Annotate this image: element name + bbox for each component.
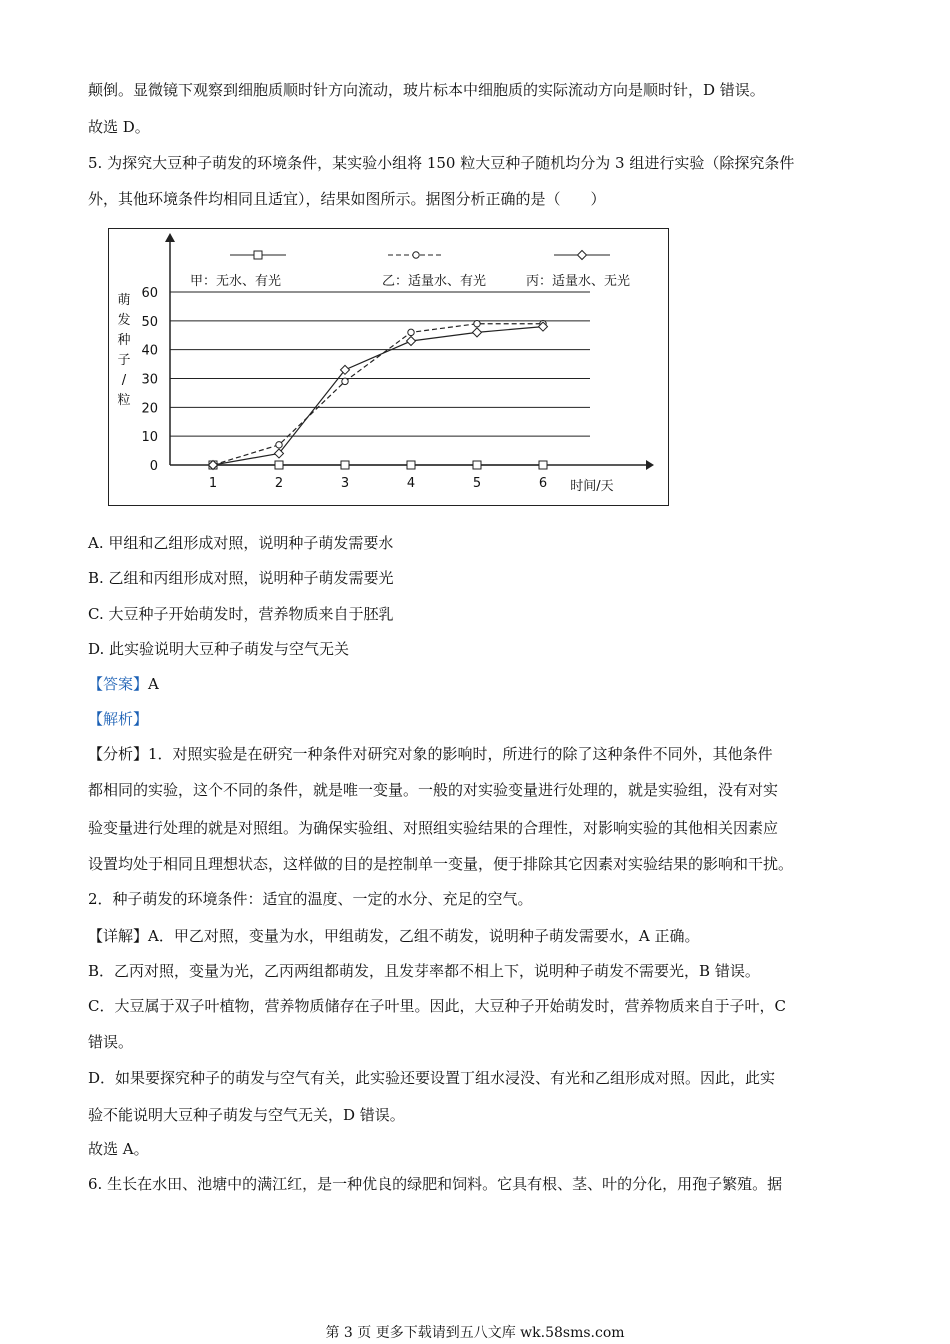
y-tick-label-10: 10 [141, 430, 158, 446]
legend-label-2: 丙：适量水、无光 [526, 274, 631, 289]
y-axis-label-char-3: 子 [117, 353, 131, 368]
chart-frame [109, 229, 669, 506]
legend-label-1: 乙：适量水、有光 [382, 274, 487, 289]
detail-line-2: B．乙丙对照，变量为光，乙丙两组都萌发，且发芽率都不相上下，说明种子萌发不需要光，B 错误。 [88, 962, 760, 980]
answer-value: A [148, 675, 159, 693]
detail-text-1: A．甲乙对照，变量为水，甲组萌发，乙组不萌发，说明种子萌发需要水，A 正确。 [148, 927, 700, 945]
fenxi-text-1: 1．对照实验是在研究一种条件对研究对象的影响时，所进行的除了这种条件不同外，其他条件 [148, 745, 773, 763]
series-1-point-3 [408, 329, 414, 335]
detail-line-3: C．大豆属于双子叶植物，营养物质储存在子叶里。因此，大豆种子开始萌发时，营养物质来自于子叶，C [88, 997, 786, 1015]
y-tick-label-0: 0 [149, 459, 158, 474]
fenxi-line-5: 2．种子萌发的环境条件：适宜的温度、一定的水分、充足的空气。 [88, 890, 533, 908]
series-0-point-5 [539, 461, 547, 469]
series-0-point-4 [473, 461, 481, 469]
option-a: A. 甲组和乙组形成对照，说明种子萌发需要水 [88, 534, 394, 552]
y-tick-label-40: 40 [141, 343, 158, 359]
y-axis-label-char-5: 粒 [117, 393, 131, 408]
question-stem-line-1: 5. 为探究大豆种子萌发的环境条件，某实验小组将 150 粒大豆种子随机均分为 3 组进行实验（除探究条件 [88, 154, 795, 172]
detail-tag: 【详解】 [88, 927, 149, 945]
intro-line-1: 颠倒。显微镜下观察到细胞质顺时针方向流动，玻片标本中细胞质的实际流动方向是顺时针，D 错误。 [88, 81, 765, 99]
fenxi-line-2: 都相同的实验，这个不同的条件，就是唯一变量。一般的对实验变量进行处理的，就是实验组，没有对实 [88, 781, 779, 799]
y-axis-label-char-4: / [121, 373, 127, 388]
x-tick-label-2: 2 [274, 476, 284, 491]
series-0-point-2 [341, 461, 349, 469]
series-1-point-4 [474, 321, 480, 327]
germination-line-chart [108, 228, 670, 508]
y-axis-label-char-2: 种 [117, 333, 131, 348]
series-1-point-1 [276, 442, 282, 448]
series-0-point-1 [275, 461, 283, 469]
option-b: B. 乙组和丙组形成对照，说明种子萌发需要光 [88, 569, 394, 587]
answer-tag: 【答案】 [88, 675, 149, 693]
answer-line [88, 674, 890, 694]
detail-line-7: 故选 A。 [88, 1140, 149, 1158]
detail-line-1 [88, 926, 890, 946]
x-tick-label-5: 5 [472, 476, 482, 491]
fenxi-tag: 【分析】 [88, 745, 149, 763]
legend-marker-0 [254, 251, 262, 259]
x-tick-label-6: 6 [538, 476, 548, 491]
x-tick-label-3: 3 [340, 476, 350, 491]
detail-line-5: D．如果要探究种子的萌发与空气有关，此实验还要设置丁组水浸没、有光和乙组形成对照。因此，此实 [88, 1069, 776, 1087]
y-axis-label-char-0: 萌 [117, 293, 131, 308]
question-stem-line-2: 外，其他环境条件均相同且适宜），结果如图所示。据图分析正确的是（ ） [88, 190, 606, 208]
fenxi-line-1 [88, 744, 890, 764]
page-footer: 第 3 页 更多下载请到五八文库 wk.58sms.com [325, 1325, 625, 1341]
legend-label-0: 甲：无水、有光 [190, 274, 282, 289]
option-d: D. 此实验说明大豆种子萌发与空气无关 [88, 640, 350, 658]
series-1-point-2 [342, 378, 348, 384]
x-axis-label: 时间/天 [570, 479, 614, 494]
option-c: C. 大豆种子开始萌发时，营养物质来自于胚乳 [88, 605, 394, 623]
series-0-point-3 [407, 461, 415, 469]
detail-line-4: 错误。 [88, 1033, 134, 1051]
fenxi-line-3: 验变量进行处理的就是对照组。为确保实验组、对照组实验结果的合理性，对影响实验的其他相关因素应 [88, 819, 779, 837]
y-tick-label-20: 20 [141, 401, 158, 417]
y-tick-label-30: 30 [141, 372, 158, 388]
x-tick-label-1: 1 [208, 476, 218, 491]
x-tick-label-4: 4 [406, 476, 416, 491]
analysis-tag: 【解析】 [88, 710, 149, 728]
next-question-line: 6. 生长在水田、池塘中的满江红，是一种优良的绿肥和饲料。它具有根、茎、叶的分化，用孢子繁殖。据 [88, 1175, 783, 1193]
y-axis-label-char-1: 发 [117, 313, 131, 328]
intro-line-2: 故选 D。 [88, 118, 150, 136]
y-tick-label-60: 60 [141, 286, 158, 301]
detail-line-6: 验不能说明大豆种子萌发与空气无关，D 错误。 [88, 1106, 405, 1124]
fenxi-line-4: 设置均处于相同且理想状态，这样做的目的是控制单一变量，便于排除其它因素对实验结果的影响和干扰。 [88, 855, 794, 873]
legend-marker-1 [413, 252, 419, 258]
y-tick-label-50: 50 [141, 314, 158, 330]
